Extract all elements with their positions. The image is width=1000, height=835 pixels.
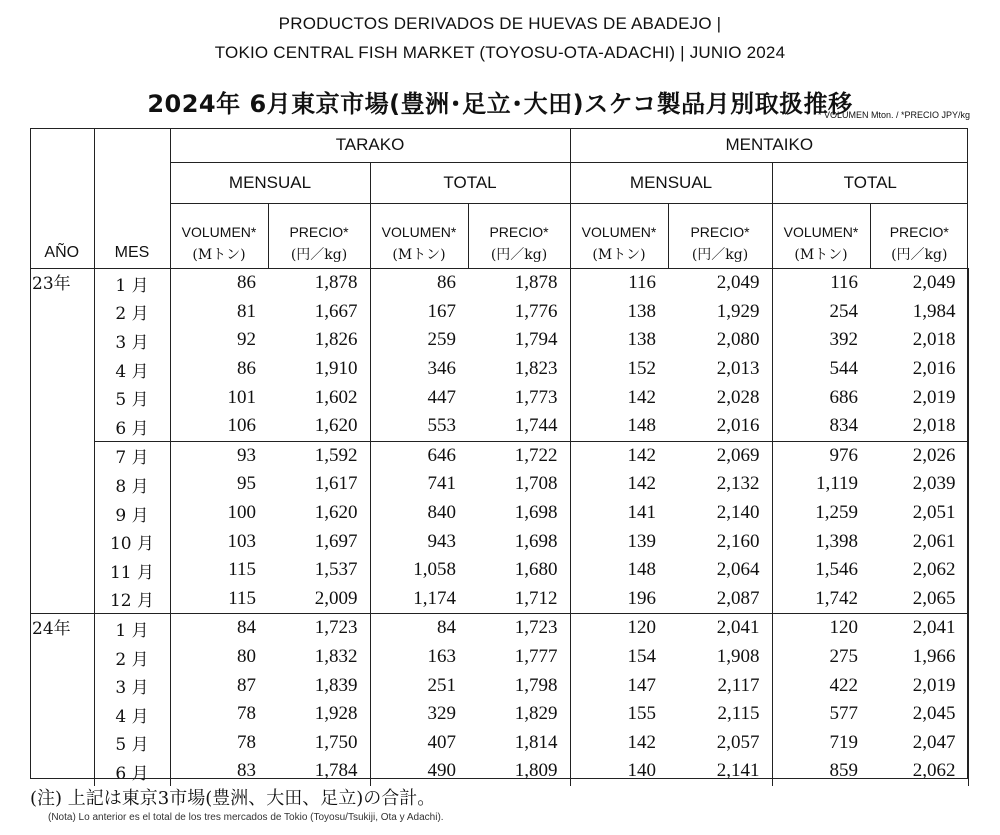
volume-cell: 148 [627,415,657,437]
volume-cell: 329 [427,703,456,725]
price-unit: (円／kg) [668,240,772,269]
volume-cell: 148 [627,559,657,581]
footnote-japanese: (注) 上記は東京3市場(豊洲、大田、足立)の合計。 [30,788,436,809]
price-cell: 1,794 [468,326,570,355]
table-row [30,643,968,672]
month-cell: 2 月 [94,643,170,672]
price-cell: 2,140 [668,499,772,528]
volume-cell: 140 [627,760,657,782]
month-cell: 7 月 [94,441,170,470]
volume-cell: 139 [627,530,657,552]
volume-cell: 103 [227,530,256,552]
price-cell: 1,814 [468,729,570,758]
price-cell: 2,009 [268,585,370,614]
volume-cell: 407 [427,731,456,753]
month-cell: 6 月 [94,412,170,441]
price-cell: 1,798 [468,671,570,700]
volume-cell: 81 [237,300,256,322]
volume-cell: 142 [627,473,657,495]
price-cell: 1,712 [468,585,570,614]
price-unit: (円／kg) [870,240,968,269]
volume-cell: 138 [627,300,657,322]
volume-cell: 116 [628,272,657,294]
table-row [30,355,968,384]
column-header-mes: MES [94,204,170,269]
price-cell: 1,809 [468,757,570,786]
price-cell: 2,160 [668,527,772,556]
price-cell: 1,929 [668,298,772,327]
volume-cell: 544 [829,358,859,380]
price-cell: 1,984 [870,298,968,327]
price-cell: 2,132 [668,470,772,499]
volume-cell: 86 [237,272,256,294]
volume-cell: 84 [370,614,468,643]
volume-cell: 93 [170,441,268,470]
month-cell: 4 月 [94,700,170,729]
price-cell: 1,826 [268,326,370,355]
volume-cell: 1,058 [413,559,456,581]
column-header-ano: AÑO [30,204,94,269]
month-cell: 1 月 [94,614,170,643]
price-cell: 1,617 [268,470,370,499]
table-row [30,556,968,585]
volume-cell: 141 [627,502,657,524]
volume-cell: 86 [237,358,256,380]
volume-cell: 275 [829,646,859,668]
volume-cell: 1,398 [815,530,859,552]
volume-cell: 78 [237,703,256,725]
price-cell: 1,667 [268,298,370,327]
table-row [30,671,968,700]
price-cell: 1,698 [468,527,570,556]
product-header-mentaiko: MENTAIKO [570,128,968,163]
price-cell: 1,910 [268,355,370,384]
volume-cell: 87 [237,674,256,696]
volume-cell: 859 [829,760,859,782]
table-row [30,527,968,556]
table-row [30,585,968,614]
price-cell: 1,680 [468,556,570,585]
price-cell: 2,080 [668,326,772,355]
table-row [30,326,968,355]
price-cell: 1,698 [468,499,570,528]
month-cell: 5 月 [94,383,170,412]
volume-cell: 553 [427,415,456,437]
volume-cell: 80 [237,646,256,668]
volume-cell: 196 [627,587,657,609]
vol-label: VOLUMEN* [772,204,870,241]
table-row [30,269,968,298]
month-cell: 6 月 [94,757,170,786]
price-cell: 1,592 [268,441,370,470]
volume-cell: 686 [829,386,859,408]
vol-label: VOLUMEN* [170,204,268,241]
price-cell: 2,141 [668,757,772,786]
price-cell: 1,620 [268,412,370,441]
volume-cell: 78 [237,731,256,753]
vol-unit: (Mトン) [370,240,468,269]
volume-cell: 167 [427,300,456,322]
month-cell: 11 月 [94,556,170,585]
volume-cell: 115 [228,559,256,581]
volume-cell: 100 [227,502,256,524]
price-cell: 1,777 [468,643,570,672]
volume-cell: 490 [427,760,456,782]
price-cell: 1,878 [268,269,370,298]
volume-cell: 834 [829,415,859,437]
price-cell: 1,829 [468,700,570,729]
price-cell: 2,018 [870,412,968,441]
vol-label: VOLUMEN* [570,204,668,241]
price-cell: 2,047 [870,729,968,758]
volume-cell: 254 [829,300,859,322]
month-cell: 12 月 [94,585,170,614]
volume-cell: 120 [772,614,870,643]
price-cell: 1,908 [668,643,772,672]
month-cell: 4 月 [94,355,170,384]
price-cell: 2,019 [870,671,968,700]
price-cell: 2,018 [870,326,968,355]
volume-cell: 840 [427,502,456,524]
volume-cell: 152 [627,358,657,380]
price-cell: 2,062 [870,757,968,786]
price-cell: 2,041 [870,614,968,643]
price-unit: (円／kg) [268,240,370,269]
table-row [30,700,968,729]
price-cell: 1,697 [268,527,370,556]
price-cell: 2,065 [870,585,968,614]
volume-cell: 1,259 [815,502,859,524]
vol-unit: (Mトン) [772,240,870,269]
period-header-mentaiko-total: TOTAL [772,163,968,204]
table-row [30,729,968,758]
year-cell: 23年 [30,269,94,614]
vol-unit: (Mトン) [170,240,268,269]
volume-cell: 1,546 [815,559,859,581]
vol-unit: (Mトン) [570,240,668,269]
product-header-tarako: TARAKO [170,128,570,163]
price-cell: 2,016 [870,355,968,384]
price-cell: 2,069 [668,441,772,470]
price-cell: 2,041 [668,614,772,643]
volume-cell: 163 [427,646,456,668]
price-label: PRECIO* [268,204,370,241]
price-cell: 1,708 [468,470,570,499]
price-cell: 1,776 [468,298,570,327]
volume-cell: 116 [830,272,859,294]
price-cell: 2,039 [870,470,968,499]
table-row [30,499,968,528]
table-row [30,757,968,786]
volume-cell: 155 [627,703,657,725]
volume-cell: 251 [427,674,456,696]
price-cell: 2,049 [668,269,772,298]
volume-cell: 147 [627,674,657,696]
price-cell: 2,117 [668,671,772,700]
price-cell: 1,537 [268,556,370,585]
volume-cell: 106 [227,415,256,437]
price-cell: 1,723 [268,614,370,643]
table-row [30,298,968,327]
price-cell: 1,928 [268,700,370,729]
table-row [30,614,968,643]
price-cell: 1,878 [468,269,570,298]
price-label: PRECIO* [468,204,570,241]
price-cell: 1,722 [468,441,570,470]
month-cell: 3 月 [94,326,170,355]
price-cell: 1,784 [268,757,370,786]
price-cell: 1,823 [468,355,570,384]
volume-cell: 86 [437,272,456,294]
table-row [30,441,968,470]
volume-cell: 719 [829,731,859,753]
volume-cell: 95 [237,473,256,495]
price-cell: 1,832 [268,643,370,672]
price-label: PRECIO* [889,224,949,240]
footnote-spanish: (Nota) Lo anterior es el total de los tres mercados de Tokio (Toyosu/Tsukiji, Ota y Adachi). [48,812,444,823]
volume-cell: 976 [772,441,870,470]
price-cell: 1,839 [268,671,370,700]
price-cell: 1,744 [468,412,570,441]
report-title-line2: TOKIO CENTRAL FISH MARKET (TOYOSU-OTA-ADACHI) | JUNIO 2024 [214,43,786,62]
year-cell: 24年 [30,614,94,786]
volume-cell: 142 [570,441,668,470]
volume-cell: 142 [627,386,657,408]
volume-cell: 259 [427,329,456,351]
volume-cell: 142 [627,731,657,753]
sales-table [30,128,969,786]
period-header-mentaiko-mensual: MENSUAL [570,163,772,204]
price-cell: 2,026 [870,441,968,470]
volume-cell: 1,174 [413,587,456,609]
month-cell: 1 月 [94,269,170,298]
price-cell: 1,602 [268,383,370,412]
month-cell: 8 月 [94,470,170,499]
price-cell: 2,016 [668,412,772,441]
price-cell: 2,019 [870,383,968,412]
table-row [30,470,968,499]
month-cell: 3 月 [94,671,170,700]
volume-cell: 392 [829,329,859,351]
price-cell: 1,773 [468,383,570,412]
price-cell: 2,115 [668,700,772,729]
report-title-line1: PRODUCTOS DERIVADOS DE HUEVAS DE ABADEJO | [278,14,722,33]
volume-cell: 1,119 [815,473,859,495]
price-cell: 2,057 [668,729,772,758]
price-cell: 2,062 [870,556,968,585]
price-cell: 2,045 [870,700,968,729]
volume-cell: 741 [427,473,456,495]
volume-cell: 577 [829,703,859,725]
japanese-title: 2024年 6月東京市場(豊洲･足立･大田)スケコ製品月別取扱推移 [147,90,853,118]
volume-cell: 154 [627,646,657,668]
volume-cell: 646 [370,441,468,470]
volume-cell: 120 [570,614,668,643]
volume-cell: 101 [227,386,256,408]
price-unit: (円／kg) [468,240,570,269]
volume-cell: 83 [237,760,256,782]
price-label: PRECIO* [668,204,772,241]
month-cell: 9 月 [94,499,170,528]
price-cell: 2,013 [668,355,772,384]
vol-label: VOLUMEN* [370,204,468,241]
price-cell: 1,723 [468,614,570,643]
price-cell: 1,620 [268,499,370,528]
volume-cell: 447 [427,386,456,408]
month-cell: 5 月 [94,729,170,758]
volume-cell: 115 [228,587,256,609]
table-row [30,383,968,412]
unit-note: * VOLUMEN Mton. / *PRECIO JPY/kg [817,110,970,120]
table-row [30,412,968,441]
price-cell: 1,966 [870,643,968,672]
month-cell: 10 月 [94,527,170,556]
volume-cell: 1,742 [815,587,859,609]
volume-cell: 92 [237,329,256,351]
price-cell: 2,064 [668,556,772,585]
volume-cell: 138 [627,329,657,351]
price-cell: 2,087 [668,585,772,614]
price-cell: 2,061 [870,527,968,556]
price-cell: 2,051 [870,499,968,528]
volume-cell: 84 [170,614,268,643]
month-cell: 2 月 [94,298,170,327]
period-header-tarako-total: TOTAL [370,163,570,204]
volume-cell: 346 [427,358,456,380]
price-cell: 2,028 [668,383,772,412]
price-cell: 1,750 [268,729,370,758]
volume-cell: 422 [829,674,859,696]
period-header-tarako-mensual: MENSUAL [170,163,370,204]
volume-cell: 943 [427,530,456,552]
price-cell: 2,049 [870,269,968,298]
